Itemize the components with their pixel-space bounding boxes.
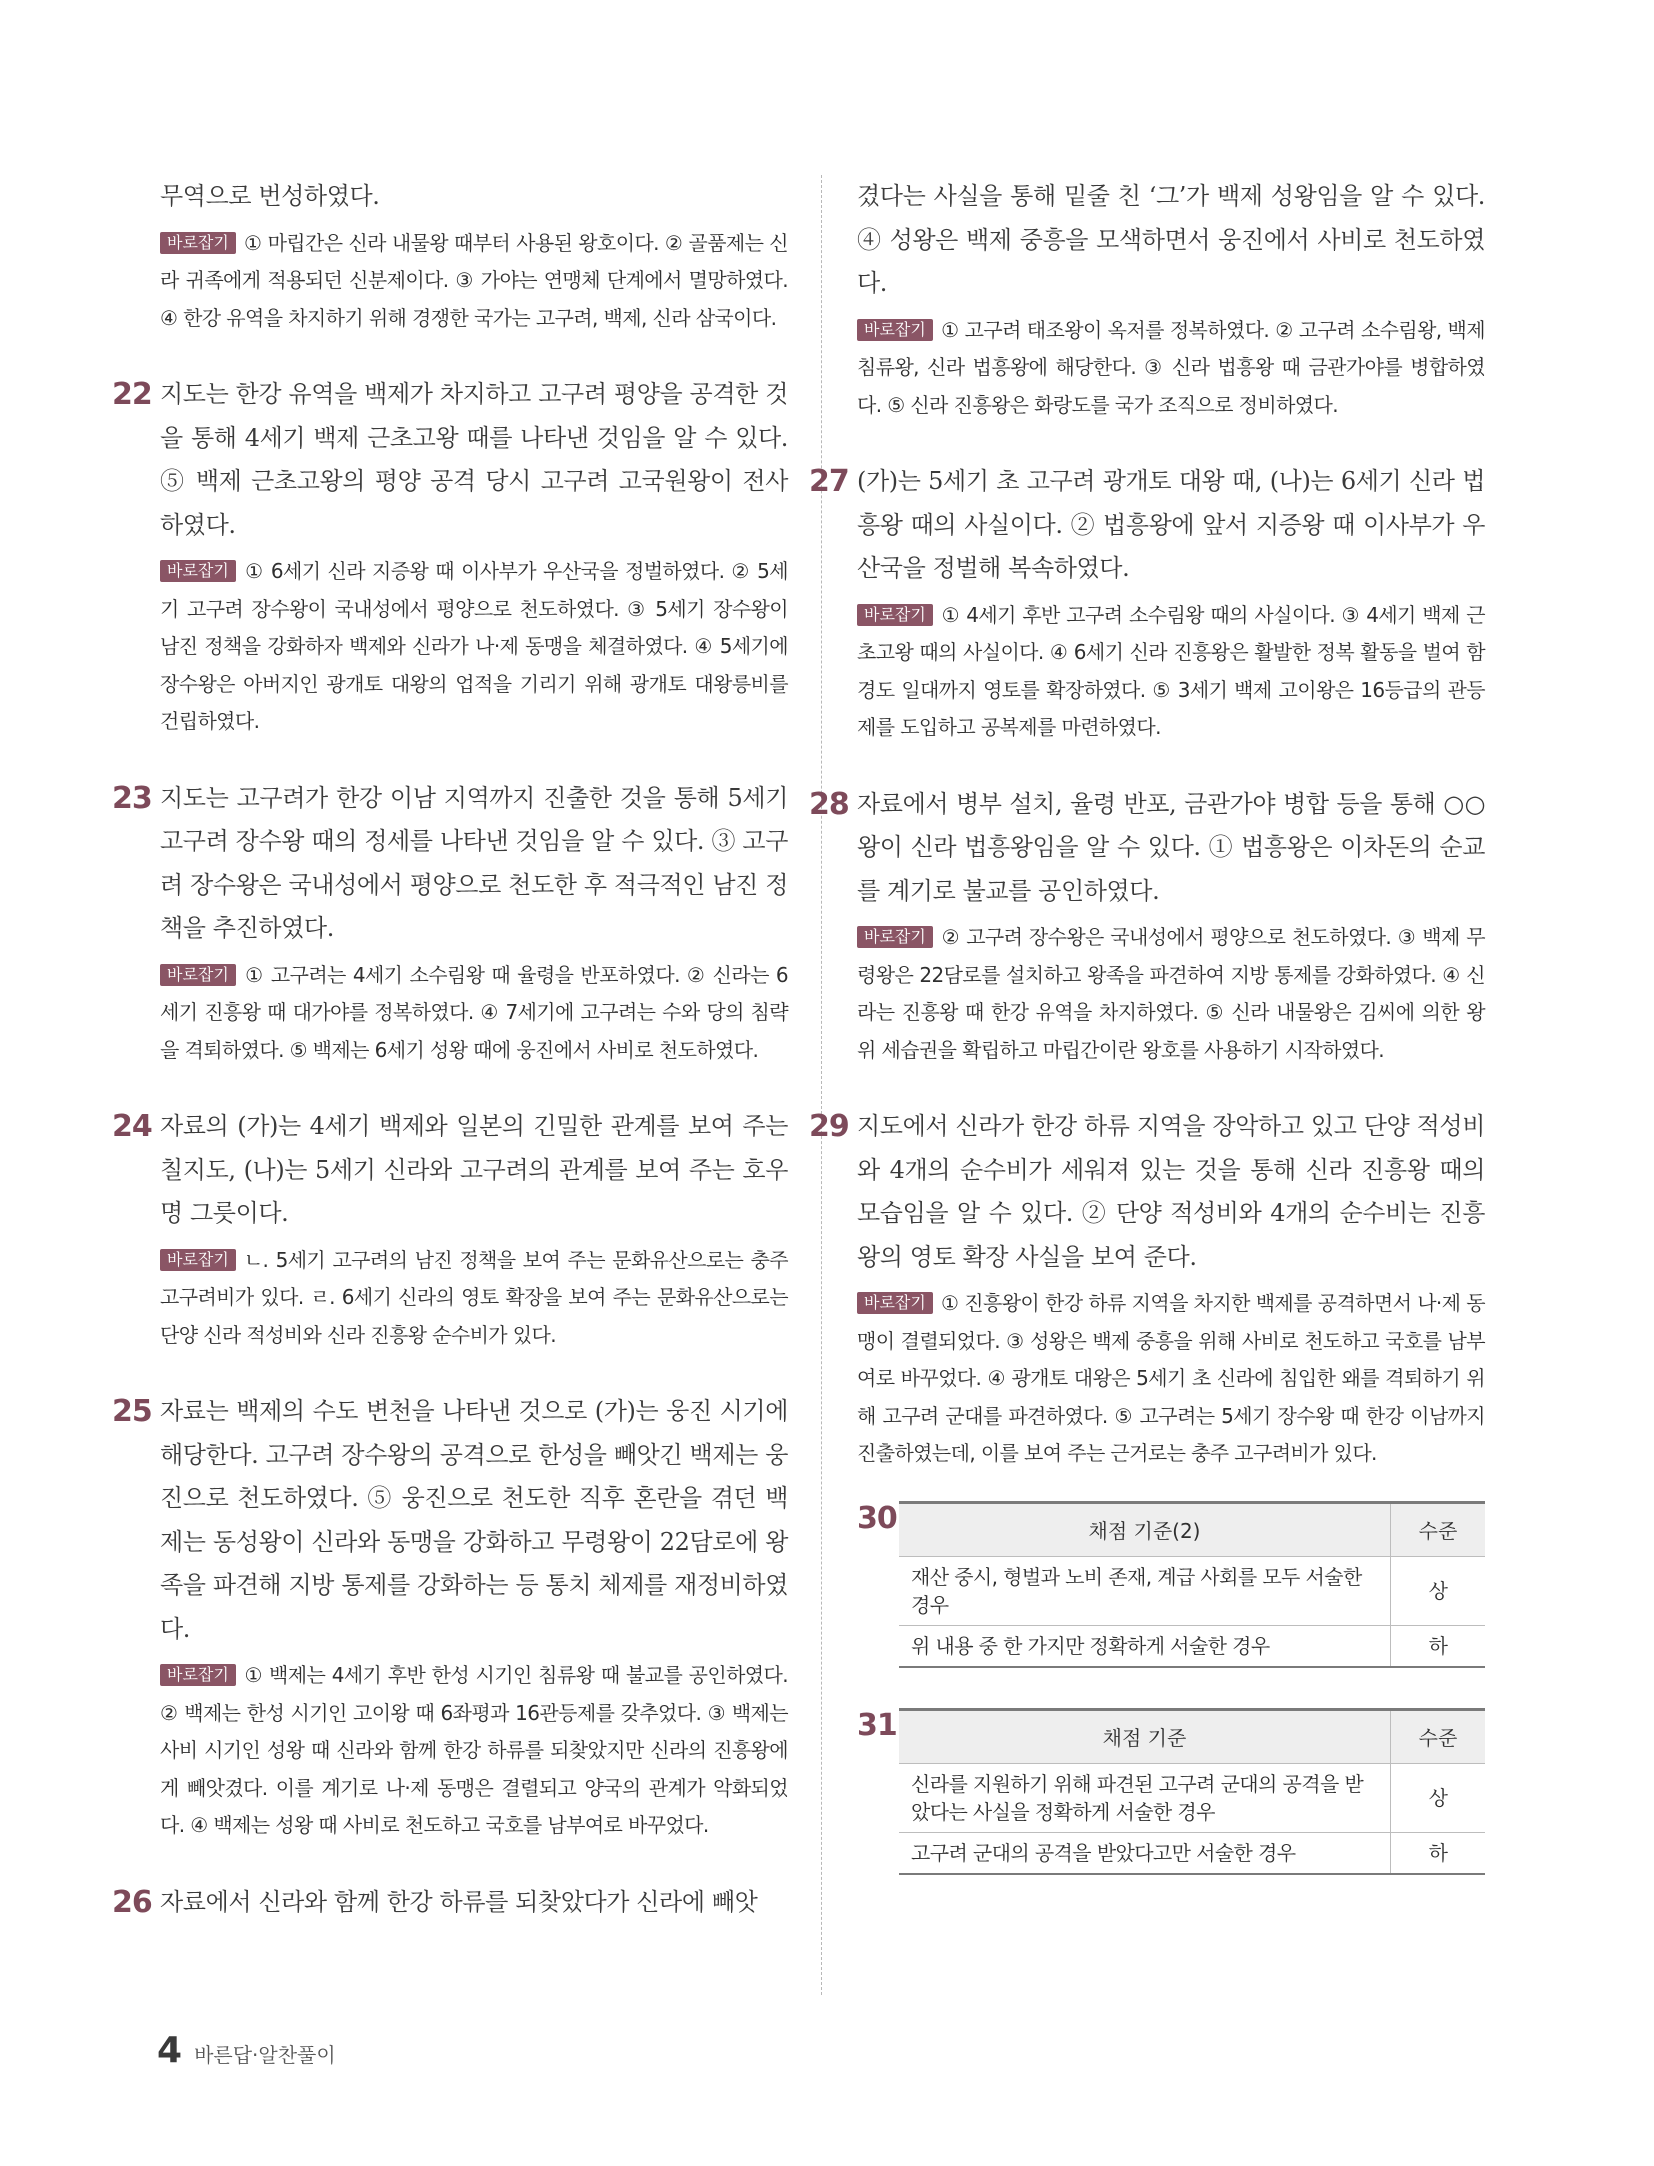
correction-note bbox=[857, 312, 1485, 425]
correction-text: ① 진흥왕이 한강 하류 지역을 차지한 백제를 공격하면서 나·제 동맹이 결렬되었다. ③ 성왕은 백제 중흥을 위해 사비로 천도하고 국호를 남부여로 바꾸었다. ④ 광개토 대왕은 5세기 초 신라에 침입한 왜를 격퇴하기 위해 고구려 군대를 파견하였다. ⑤ 고구려는 5세기 장수왕 때 한강 이남까지 진출하였는데, 이를 보여 주는 근거로는 충주 고구려비가 있다. bbox=[857, 1291, 1485, 1465]
criteria-header: 채점 기준(2) bbox=[899, 1502, 1391, 1556]
question-number: 23 bbox=[112, 780, 152, 816]
answer-text: 지도는 한강 유역을 백제가 차지하고 고구려 평양을 공격한 것을 통해 4세기 백제 근초고왕 때를 나타낸 것임을 알 수 있다. ⑤ 백제 근초고왕의 평양 공격 당시 고구려 고국원왕이 전사하였다. bbox=[160, 380, 788, 539]
answer-text: 자료에서 신라와 함께 한강 하류를 되찾았다가 신라에 빼앗 bbox=[160, 1887, 758, 1916]
question-number: 27 bbox=[809, 464, 849, 499]
answer-27 bbox=[809, 460, 1485, 747]
answer-23 bbox=[112, 777, 788, 1070]
correction-badge: 바로잡기 bbox=[857, 319, 933, 341]
correction-badge: 바로잡기 bbox=[160, 964, 236, 986]
answer-text: (가)는 5세기 초 고구려 광개토 대왕 때, (나)는 6세기 신라 법흥왕 때의 사실이다. ② 법흥왕에 앞서 지증왕 때 이사부가 우산국을 정벌해 복속하였다. bbox=[857, 467, 1485, 582]
answer-30 bbox=[857, 1501, 1485, 1668]
left-column bbox=[112, 175, 788, 1924]
level-header: 수준 bbox=[1391, 1709, 1486, 1763]
correction-note bbox=[857, 1285, 1485, 1473]
answer-31 bbox=[857, 1708, 1485, 1875]
question-number: 29 bbox=[809, 1109, 849, 1144]
scoring-table bbox=[899, 1501, 1485, 1668]
answer-26 bbox=[112, 1881, 788, 1925]
criteria-cell: 신라를 지원하기 위해 파견된 고구려 군대의 공격을 받았다는 사실을 정확하게 서술한 경우 bbox=[899, 1763, 1391, 1832]
answer-text: 무역으로 번성하였다. bbox=[160, 182, 380, 210]
question-number: 28 bbox=[809, 786, 849, 822]
correction-text: ① 4세기 후반 고구려 소수림왕 때의 사실이다. ③ 4세기 백제 근초고왕 때의 사실이다. ④ 6세기 신라 진흥왕은 활발한 정복 활동을 벌여 함경도 일대까지 영토를 확장하였다. ⑤ 3세기 백제 고이왕은 16등급의 관등제를 도입하고 공복제를 마련하였다. bbox=[857, 602, 1485, 739]
correction-note bbox=[160, 1657, 788, 1845]
question-number: 25 bbox=[112, 1394, 152, 1429]
correction-text: ㄴ. 5세기 고구려의 남진 정책을 보여 주는 문화유산으로는 충주 고구려비가 있다. ㄹ. 6세기 신라의 영토 확장을 보여 주는 문화유산으로는 단양 신라 적성비와 신라 진흥왕 순수비가 있다. bbox=[160, 1247, 788, 1347]
question-number: 30 bbox=[857, 1500, 897, 1536]
table-header-row bbox=[899, 1502, 1485, 1556]
correction-note bbox=[857, 597, 1485, 747]
footer-label: 바른답·알찬풀이 bbox=[194, 2043, 336, 2067]
page-number: 4 bbox=[157, 2030, 183, 2071]
right-column bbox=[809, 175, 1485, 1875]
correction-text: ① 6세기 신라 지증왕 때 이사부가 우산국을 정벌하였다. ② 5세기 고구려 장수왕이 국내성에서 평양으로 천도하였다. ③ 5세기 장수왕이 남진 정책을 강화하자 백제와 신라가 나·제 동맹을 체결하였다. ④ 5세기에 장수왕은 아버지인 광개토 대왕의 업적을 기리기 위해 광개토 대왕릉비를 건립하였다. bbox=[160, 559, 788, 733]
correction-note bbox=[160, 553, 788, 741]
correction-badge: 바로잡기 bbox=[160, 232, 236, 254]
page-footer bbox=[157, 2030, 336, 2071]
criteria-cell: 위 내용 중 한 가지만 정확하게 서술한 경우 bbox=[899, 1625, 1391, 1667]
level-header: 수준 bbox=[1391, 1502, 1486, 1556]
answer-25 bbox=[112, 1390, 788, 1845]
table-header-row bbox=[899, 1709, 1485, 1763]
answer-continuation-21 bbox=[160, 175, 788, 337]
criteria-cell: 재산 중시, 형벌과 노비 존재, 계급 사회를 모두 서술한 경우 bbox=[899, 1556, 1391, 1625]
table-row bbox=[899, 1763, 1485, 1832]
correction-badge: 바로잡기 bbox=[160, 1664, 236, 1686]
answer-text: 자료는 백제의 수도 변천을 나타낸 것으로 (가)는 웅진 시기에 해당한다. 고구려 장수왕의 공격으로 한성을 빼앗긴 백제는 웅진으로 천도하였다. ⑤ 웅진으로 천도한 직후 혼란을 겪던 백제는 동성왕이 신라와 동맹을 강화하고 무령왕이 22담로에 왕족을 파견해 지방 통제를 강화하는 등 통치 체제를 재정비하였다. bbox=[160, 1397, 788, 1643]
answer-28 bbox=[809, 783, 1485, 1070]
answer-29 bbox=[809, 1105, 1485, 1473]
correction-badge: 바로잡기 bbox=[857, 1292, 933, 1314]
answer-text: 지도는 고구려가 한강 이남 지역까지 진출한 것을 통해 5세기 고구려 장수왕 때의 정세를 나타낸 것임을 알 수 있다. ③ 고구려 장수왕은 국내성에서 평양으로 천도한 후 적극적인 남진 정책을 추진하였다. bbox=[160, 783, 788, 942]
answer-22 bbox=[112, 373, 788, 741]
correction-badge: 바로잡기 bbox=[160, 560, 236, 582]
question-number: 24 bbox=[112, 1109, 152, 1144]
question-number: 31 bbox=[857, 1707, 897, 1743]
correction-badge: 바로잡기 bbox=[857, 926, 933, 948]
correction-text: ① 백제는 4세기 후반 한성 시기인 침류왕 때 불교를 공인하였다. ② 백제는 한성 시기인 고이왕 때 6좌평과 16관등제를 갖추었다. ③ 백제는 사비 시기인 성왕 때 신라와 함께 한강 하류를 되찾았지만 신라의 진흥왕에게 빼앗겼다. 이를 계기로 나·제 동맹은 결렬되고 양국의 관계가 악화되었다. ④ 백제는 성왕 때 사비로 천도하고 국호를 남부여로 바꾸었다. bbox=[160, 1663, 788, 1837]
level-cell: 상 bbox=[1391, 1556, 1486, 1625]
question-number: 22 bbox=[112, 377, 152, 412]
correction-text: ① 고구려는 4세기 소수림왕 때 율령을 반포하였다. ② 신라는 6세기 진흥왕 때 대가야를 정복하였다. ④ 7세기에 고구려는 수와 당의 침략을 격퇴하였다. ⑤ 백제는 6세기 성왕 때에 웅진에서 사비로 천도하였다. bbox=[160, 962, 788, 1062]
question-number: 26 bbox=[112, 1884, 152, 1920]
answer-text: 겼다는 사실을 통해 밑줄 친 ‘그’가 백제 성왕임을 알 수 있다. ④ 성왕은 백제 중흥을 모색하면서 웅진에서 사비로 천도하였다. bbox=[857, 182, 1485, 297]
criteria-header: 채점 기준 bbox=[899, 1709, 1391, 1763]
level-cell: 하 bbox=[1391, 1625, 1486, 1667]
answer-text: 지도에서 신라가 한강 하류 지역을 장악하고 있고 단양 적성비와 4개의 순수비가 세워져 있는 것을 통해 신라 진흥왕 때의 모습임을 알 수 있다. ② 단양 적성비와 4개의 순수비는 진흥왕의 영토 확장 사실을 보여 준다. bbox=[857, 1112, 1485, 1271]
correction-badge: 바로잡기 bbox=[857, 604, 933, 626]
correction-badge: 바로잡기 bbox=[160, 1249, 236, 1271]
correction-note bbox=[160, 1242, 788, 1355]
column-divider bbox=[821, 175, 822, 1995]
answer-text: 자료에서 병부 설치, 율령 반포, 금관가야 병합 등을 통해 ○○왕이 신라 법흥왕임을 알 수 있다. ① 법흥왕은 이차돈의 순교를 계기로 불교를 공인하였다. bbox=[857, 789, 1485, 905]
table-row bbox=[899, 1832, 1485, 1874]
answer-continuation-26 bbox=[857, 175, 1485, 424]
correction-text: ① 마립간은 신라 내물왕 때부터 사용된 왕호이다. ② 골품제는 신라 귀족에게 적용되던 신분제이다. ③ 가야는 연맹체 단계에서 멸망하였다. ④ 한강 유역을 차지하기 위해 경쟁한 국가는 고구려, 백제, 신라 삼국이다. bbox=[160, 230, 788, 330]
answer-text: 자료의 (가)는 4세기 백제와 일본의 긴밀한 관계를 보여 주는 칠지도, (나)는 5세기 신라와 고구려의 관계를 보여 주는 호우명 그릇이다. bbox=[160, 1112, 788, 1227]
correction-note bbox=[160, 225, 788, 338]
table-row bbox=[899, 1625, 1485, 1667]
correction-text: ② 고구려 장수왕은 국내성에서 평양으로 천도하였다. ③ 백제 무령왕은 22담로를 설치하고 왕족을 파견하여 지방 통제를 강화하였다. ④ 신라는 진흥왕 때 한강 유역을 차지하였다. ⑤ 신라 내물왕은 김씨에 의한 왕위 세습권을 확립하고 마립간이란 왕호를 사용하기 시작하였다. bbox=[857, 925, 1485, 1062]
table-row bbox=[899, 1556, 1485, 1625]
scoring-table bbox=[899, 1708, 1485, 1875]
correction-text: ① 고구려 태조왕이 옥저를 정복하였다. ② 고구려 소수림왕, 백제 침류왕, 신라 법흥왕에 해당한다. ③ 신라 법흥왕 때 금관가야를 병합하였다. ⑤ 신라 진흥왕은 화랑도를 국가 조직으로 정비하였다. bbox=[857, 317, 1485, 417]
correction-note bbox=[160, 957, 788, 1070]
level-cell: 상 bbox=[1391, 1763, 1486, 1832]
correction-note bbox=[857, 919, 1485, 1069]
answer-24 bbox=[112, 1105, 788, 1354]
criteria-cell: 고구려 군대의 공격을 받았다고만 서술한 경우 bbox=[899, 1832, 1391, 1874]
level-cell: 하 bbox=[1391, 1832, 1486, 1874]
